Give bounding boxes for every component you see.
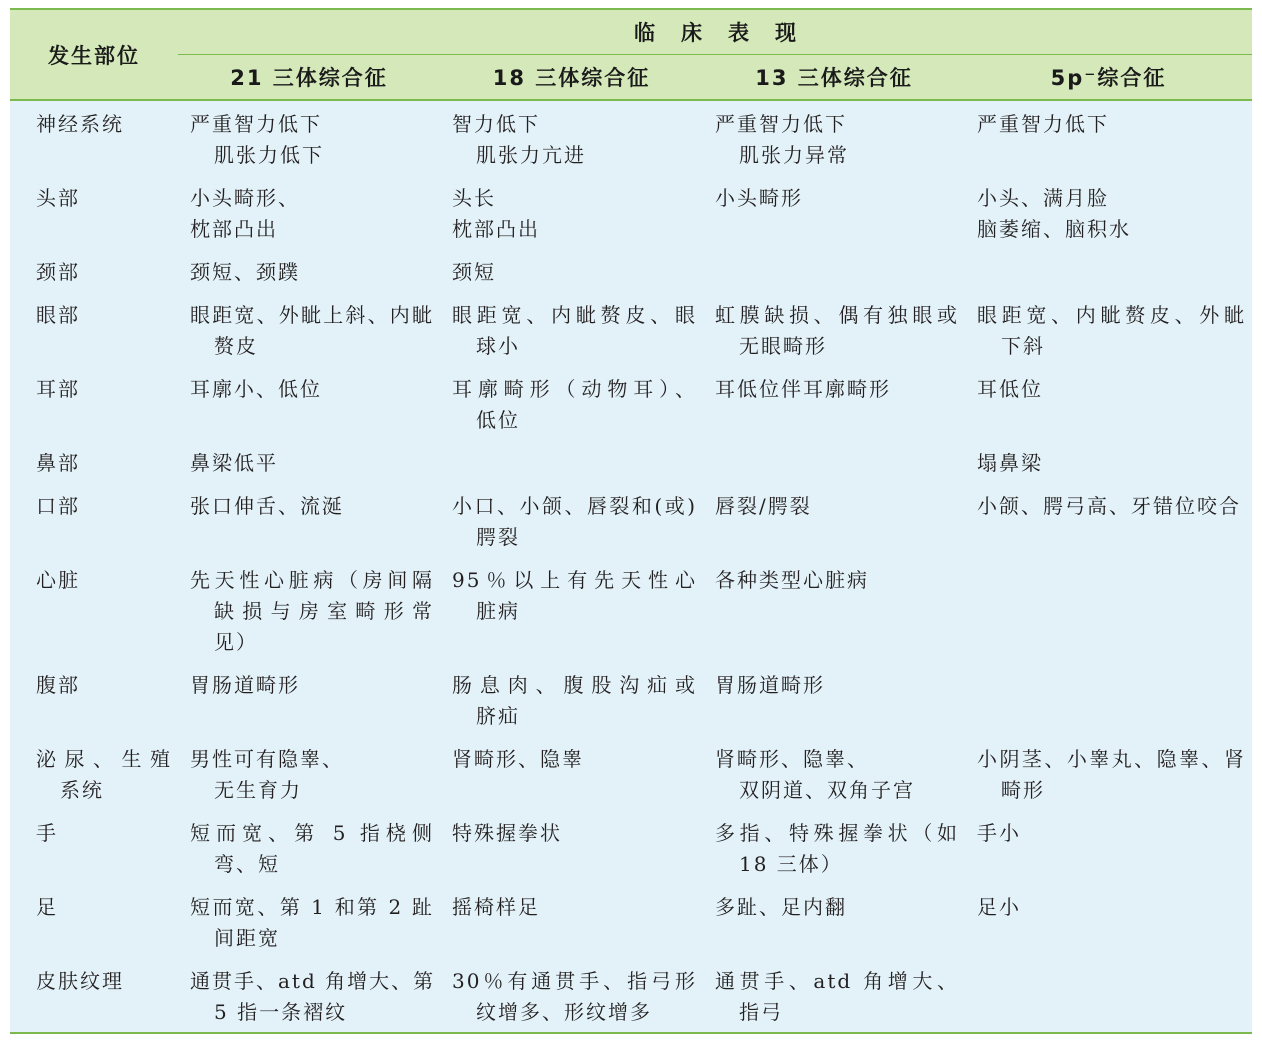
cell-line: 小头畸形 [715, 186, 803, 210]
table-cell [178, 440, 440, 483]
cell-line: 手小 [977, 821, 1021, 845]
cell-line: 系统 [60, 778, 104, 802]
cell-line: 耳廓小、低位 [190, 377, 322, 401]
table-cell [703, 100, 965, 175]
cell-line: 无眼畸形 [739, 334, 827, 358]
table-cell [440, 958, 703, 1033]
cell-line: 双阴道、双角子宫 [739, 778, 915, 802]
header-row-2 [10, 54, 1252, 100]
cell-line: 小头畸形、 [190, 186, 300, 210]
table-row [10, 736, 1252, 810]
cell-line: 泌尿、生殖 [36, 747, 172, 771]
table-cell [965, 249, 1252, 292]
column-header-5p-minus: 5p⁻综合征 [965, 54, 1252, 100]
table-row [10, 292, 1252, 366]
table-cell [178, 810, 440, 884]
table-cell [703, 810, 965, 884]
table-cell [965, 100, 1252, 175]
cell-line: 耳低位伴耳廓畸形 [715, 377, 891, 401]
cell-line: 胃肠道畸形 [715, 673, 825, 697]
cell-line: 耳部 [36, 377, 80, 401]
cell-line: 鼻部 [36, 451, 80, 475]
cell-line: 枕部凸出 [452, 217, 540, 241]
cell-line: 头长 [452, 186, 496, 210]
table-cell [178, 557, 440, 662]
site-cell [10, 958, 178, 1033]
cell-line: 小颌、腭弓高、牙错位咬合 [977, 494, 1241, 518]
column-header-trisomy-21: 21 三体综合征 [178, 54, 440, 100]
cell-line: 颈部 [36, 260, 80, 284]
site-cell [10, 100, 178, 175]
table-cell [703, 440, 965, 483]
cell-line: 多指、特殊握拳状（如 [715, 821, 959, 845]
table-row [10, 557, 1252, 662]
cell-line: 张口伸舌、流涎 [190, 494, 344, 518]
table-cell [703, 958, 965, 1033]
table-cell [703, 557, 965, 662]
header-row-1 [10, 9, 1252, 54]
cell-line: 见） [214, 630, 258, 654]
table-cell [965, 557, 1252, 662]
cell-line: 脐疝 [476, 704, 520, 728]
cell-line: 严重智力低下 [977, 112, 1109, 136]
table-cell [703, 483, 965, 557]
table-cell [178, 662, 440, 736]
clinical-features-table [10, 8, 1252, 1034]
cell-line: 智力低下 [452, 112, 540, 136]
cell-line: 摇椅样足 [452, 895, 540, 919]
table-cell [965, 366, 1252, 440]
column-header-trisomy-13: 13 三体综合征 [703, 54, 965, 100]
cell-line: 肌张力异常 [739, 143, 849, 167]
column-header-trisomy-18: 18 三体综合征 [440, 54, 703, 100]
table-cell [965, 175, 1252, 249]
table-cell [965, 483, 1252, 557]
cell-line: 肌张力低下 [214, 143, 324, 167]
table-cell [965, 736, 1252, 810]
site-cell [10, 175, 178, 249]
table-cell [440, 440, 703, 483]
cell-line: 神经系统 [36, 112, 124, 136]
cell-line: 先天性心脏病（房间隔 [190, 568, 434, 592]
table-row [10, 958, 1252, 1033]
cell-line: 塌鼻梁 [977, 451, 1043, 475]
table-cell [440, 249, 703, 292]
cell-line: 通贯手、atd 角增大、第 [190, 969, 436, 993]
cell-line: 男性可有隐睾、 [190, 747, 344, 771]
table-cell [703, 249, 965, 292]
table-cell [440, 662, 703, 736]
cell-line: 脏病 [476, 599, 520, 623]
cell-line: 肌张力亢进 [476, 143, 586, 167]
site-cell [10, 483, 178, 557]
table-body [10, 100, 1252, 1033]
site-cell [10, 440, 178, 483]
table-cell [965, 884, 1252, 958]
site-cell [10, 557, 178, 662]
cell-line: 眼距宽、内眦赘皮、外眦 [977, 303, 1246, 327]
cell-line: 耳廓畸形（动物耳）、 [452, 377, 697, 401]
table-cell [178, 483, 440, 557]
table-row [10, 100, 1252, 175]
table-row [10, 810, 1252, 884]
table-cell [178, 884, 440, 958]
table-row [10, 175, 1252, 249]
cell-line: 手 [36, 821, 58, 845]
cell-line: 严重智力低下 [190, 112, 322, 136]
table-header [10, 9, 1252, 100]
cell-line: 肾畸形、隐睾 [452, 747, 584, 771]
cell-line: 5 指一条褶纹 [214, 1000, 348, 1024]
cell-line: 头部 [36, 186, 80, 210]
table-cell [703, 662, 965, 736]
cell-line: 纹增多、形纹增多 [476, 1000, 652, 1024]
table-cell [965, 292, 1252, 366]
cell-line: 球小 [476, 334, 520, 358]
table-cell [178, 100, 440, 175]
site-cell [10, 249, 178, 292]
cell-line: 肾畸形、隐睾、 [715, 747, 869, 771]
table-cell [703, 175, 965, 249]
table-cell [440, 100, 703, 175]
cell-line: 赘皮 [214, 334, 258, 358]
cell-line: 唇裂/腭裂 [715, 494, 812, 518]
table-cell [965, 810, 1252, 884]
cell-line: 鼻梁低平 [190, 451, 278, 475]
site-cell [10, 292, 178, 366]
cell-line: 18 三体） [739, 852, 843, 876]
cell-line: 畸形 [1001, 778, 1045, 802]
table-cell [440, 557, 703, 662]
cell-line: 足小 [977, 895, 1021, 919]
cell-line: 严重智力低下 [715, 112, 847, 136]
cell-line: 腹部 [36, 673, 80, 697]
table-cell [440, 810, 703, 884]
clinical-manifestation-header: 临床表现 [178, 9, 1252, 54]
table-cell [440, 884, 703, 958]
cell-line: 眼距宽、内眦赘皮、眼 [452, 303, 697, 327]
cell-line: 耳低位 [977, 377, 1043, 401]
site-cell [10, 736, 178, 810]
table-cell [178, 958, 440, 1033]
site-cell [10, 366, 178, 440]
cell-line: 小口、小颌、唇裂和(或) [452, 494, 697, 518]
table-cell [965, 958, 1252, 1033]
cell-line: 短而宽、第 1 和第 2 趾 [190, 895, 434, 919]
table-cell [440, 483, 703, 557]
cell-line: 指弓 [739, 1000, 783, 1024]
cell-line: 无生育力 [214, 778, 302, 802]
table-row [10, 884, 1252, 958]
cell-line: 多趾、足内翻 [715, 895, 847, 919]
cell-line: 脑萎缩、脑积水 [977, 217, 1131, 241]
site-cell [10, 662, 178, 736]
site-cell [10, 884, 178, 958]
cell-line: 颈短 [452, 260, 496, 284]
table-row [10, 440, 1252, 483]
table-cell [965, 662, 1252, 736]
table-cell [703, 292, 965, 366]
cell-line: 颈短、颈蹼 [190, 260, 300, 284]
cell-line: 胃肠道畸形 [190, 673, 300, 697]
cell-line: 各种类型心脏病 [715, 568, 869, 592]
table-cell [178, 736, 440, 810]
cell-line: 下斜 [1001, 334, 1045, 358]
table-row [10, 483, 1252, 557]
cell-line: 小阴茎、小睾丸、隐睾、肾 [977, 747, 1246, 771]
cell-line: 口部 [36, 494, 80, 518]
cell-line: 间距宽 [214, 926, 280, 950]
table-cell [703, 884, 965, 958]
table-cell [703, 366, 965, 440]
cell-line: 低位 [476, 408, 520, 432]
cell-line: 弯、短 [214, 852, 280, 876]
cell-line: 枕部凸出 [190, 217, 278, 241]
cell-line: 眼部 [36, 303, 80, 327]
cell-line: 腭裂 [476, 525, 520, 549]
cell-line: 30％有通贯手、指弓形 [452, 969, 697, 993]
cell-line: 肠息肉、腹股沟疝或 [452, 673, 697, 697]
table-cell [178, 175, 440, 249]
table-row [10, 366, 1252, 440]
table-row [10, 249, 1252, 292]
cell-line: 心脏 [36, 568, 80, 592]
site-column-header: 发生部位 [10, 9, 178, 100]
site-cell [10, 810, 178, 884]
cell-line: 皮肤纹理 [36, 969, 124, 993]
table-cell [440, 366, 703, 440]
cell-line: 短而宽、第 5 指桡侧 [190, 821, 434, 845]
table-cell [440, 175, 703, 249]
cell-line: 95％以上有先天性心 [452, 568, 697, 592]
cell-line: 眼距宽、外眦上斜、内眦 [190, 303, 434, 327]
cell-line: 足 [36, 895, 58, 919]
table-cell [703, 736, 965, 810]
table-row [10, 662, 1252, 736]
table-cell [178, 249, 440, 292]
table-cell [440, 736, 703, 810]
cell-line: 通贯手、atd 角增大、 [715, 969, 959, 993]
table-cell [965, 440, 1252, 483]
cell-line: 缺损与房室畸形常 [214, 599, 434, 623]
table-cell [178, 366, 440, 440]
cell-line: 小头、满月脸 [977, 186, 1109, 210]
cell-line: 特殊握拳状 [452, 821, 562, 845]
cell-line: 虹膜缺损、偶有独眼或 [715, 303, 959, 327]
table-cell [178, 292, 440, 366]
table-cell [440, 292, 703, 366]
